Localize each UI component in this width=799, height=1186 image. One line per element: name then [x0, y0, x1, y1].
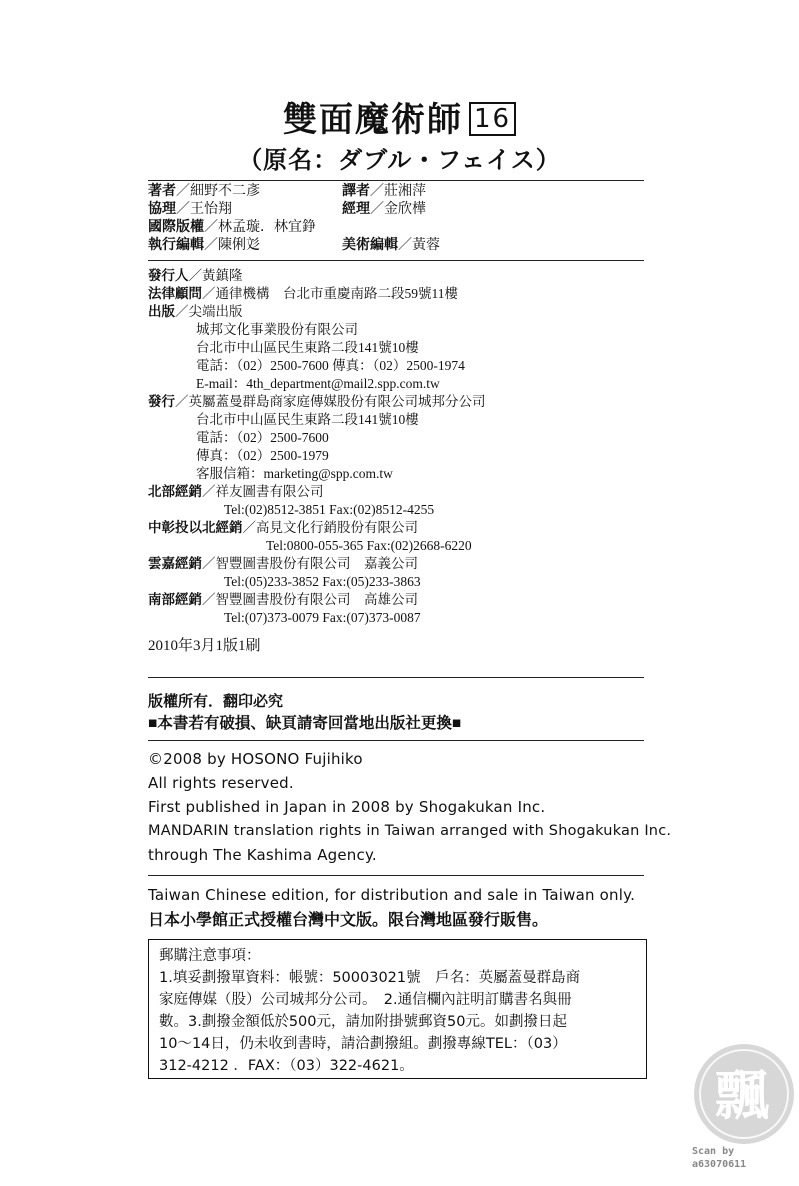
south-dealer-tel: Tel:(07)373-0079 Fax:(07)373-0087: [224, 610, 421, 625]
copyright-reserved: All rights reserved.: [148, 774, 294, 792]
order-notice-line: 家庭傳媒（股）公司城邦分公司。 2.通信欄內註明訂購書名與冊: [159, 992, 572, 1008]
publisher-company: 城邦文化事業股份有限公司: [196, 322, 358, 337]
watermark-glyph: 飄: [715, 1064, 769, 1127]
watermark-scanner-id: a63070611: [692, 1159, 747, 1170]
distributor-address: 台北市中山區民生東路二段141號10樓: [196, 412, 419, 427]
credit-associate: 協理／王怡翔: [148, 202, 232, 217]
order-notice-line: 312-4212 ．FAX：（03）322-4621。: [159, 1058, 414, 1074]
divider: [148, 677, 644, 678]
publisher-phone: 電話：（02）2500-7600 傳真：（02）2500-1974: [196, 358, 465, 373]
publisher-address: 台北市中山區民生東路二段141號10樓: [196, 340, 419, 355]
title-main: 雙面魔術師: [282, 102, 463, 139]
credit-editor: 執行編輯／陳俐彣: [148, 238, 260, 253]
order-notice-line: 1.填妥劃撥單資料：帳號：50003021號 戶名：英屬蓋曼群島商: [159, 970, 581, 986]
north-dealer-tel: Tel:(02)8512-3851 Fax:(02)8512-4255: [224, 502, 435, 517]
copyright-line: ©2008 by HOSONO Fujihiko: [148, 750, 363, 768]
distributor-phone: 電話：（02）2500-7600: [196, 430, 329, 445]
north-dealer: 北部經銷／祥友圖書有限公司: [148, 484, 324, 499]
issuer: 發行人／黃鎮隆: [148, 268, 243, 283]
divider: [148, 180, 644, 181]
yunjia-dealer: 雲嘉經銷／智豐圖書股份有限公司 嘉義公司: [148, 556, 418, 571]
credit-art-editor: 美術編輯／黃蓉: [342, 238, 440, 253]
distributor-fax: 傳真：（02）2500-1979: [196, 448, 329, 463]
order-notice-line: 10～14日，仍未收到書時，請洽劃撥組。劃撥專線TEL：（03）: [159, 1036, 567, 1052]
watermark-seal-icon: [682, 1030, 794, 1170]
watermark-scan-by: Scan by: [692, 1146, 735, 1157]
order-notice-heading: 郵購注意事項：: [159, 948, 261, 964]
credit-manager: 經理／金欣樺: [342, 202, 426, 217]
scan-watermark: [682, 1030, 794, 1170]
taiwan-edition-zh: 日本小學館正式授權台灣中文版。限台灣地區發行販售。: [148, 912, 549, 929]
copyright-translation-rights: MANDARIN translation rights in Taiwan arranged with Shogakukan Inc.: [148, 823, 672, 839]
defect-notice: ■本書若有破損、缺頁請寄回當地出版社更換■: [148, 715, 462, 732]
book-title: [0, 92, 799, 141]
volume-number: 16: [469, 102, 516, 136]
distributor-line: 發行／英屬蓋曼群島商家庭傳媒股份有限公司城邦分公司: [148, 394, 486, 409]
rights-reserved: 版權所有．翻印必究: [148, 694, 284, 710]
divider: [148, 260, 644, 261]
copyright-agency: through The Kashima Agency.: [148, 846, 377, 864]
original-title: （原名：ダブル・フェイス）: [238, 148, 561, 174]
order-notice-box: [148, 939, 647, 1079]
edition-date: 2010年3月1版1刷: [148, 638, 261, 654]
credit-translator: 譯者／莊湘萍: [342, 184, 426, 199]
south-dealer: 南部經銷／智豐圖書股份有限公司 高雄公司: [148, 592, 418, 607]
central-dealer-tel: Tel:0800-055-365 Fax:(02)2668-6220: [266, 538, 472, 553]
copyright-first-published: First published in Japan in 2008 by Shogakukan Inc.: [148, 798, 546, 816]
legal-counsel: 法律顧問／通律機構 台北市重慶南路二段59號11樓: [148, 286, 458, 301]
divider: [148, 875, 644, 876]
publisher-line: 出版／尖端出版: [148, 304, 243, 319]
divider: [148, 740, 644, 741]
yunjia-dealer-tel: Tel:(05)233-3852 Fax:(05)233-3863: [224, 574, 421, 589]
central-dealer: 中彰投以北經銷／高見文化行銷股份有限公司: [148, 520, 418, 535]
publisher-email: E-mail：4th_department@mail2.spp.com.tw: [196, 376, 440, 391]
taiwan-edition-en: Taiwan Chinese edition, for distribution and sale in Taiwan only.: [148, 886, 636, 904]
credit-author: 著者／細野不二彥: [148, 184, 260, 199]
credit-intl-rights: 國際版權／林孟璇．林宜錚: [148, 220, 316, 235]
order-notice-line: 數。3.劃撥金額低於500元，請加附掛號郵資50元。如劃撥日起: [159, 1014, 567, 1030]
distributor-email: 客服信箱：marketing@spp.com.tw: [196, 466, 393, 481]
